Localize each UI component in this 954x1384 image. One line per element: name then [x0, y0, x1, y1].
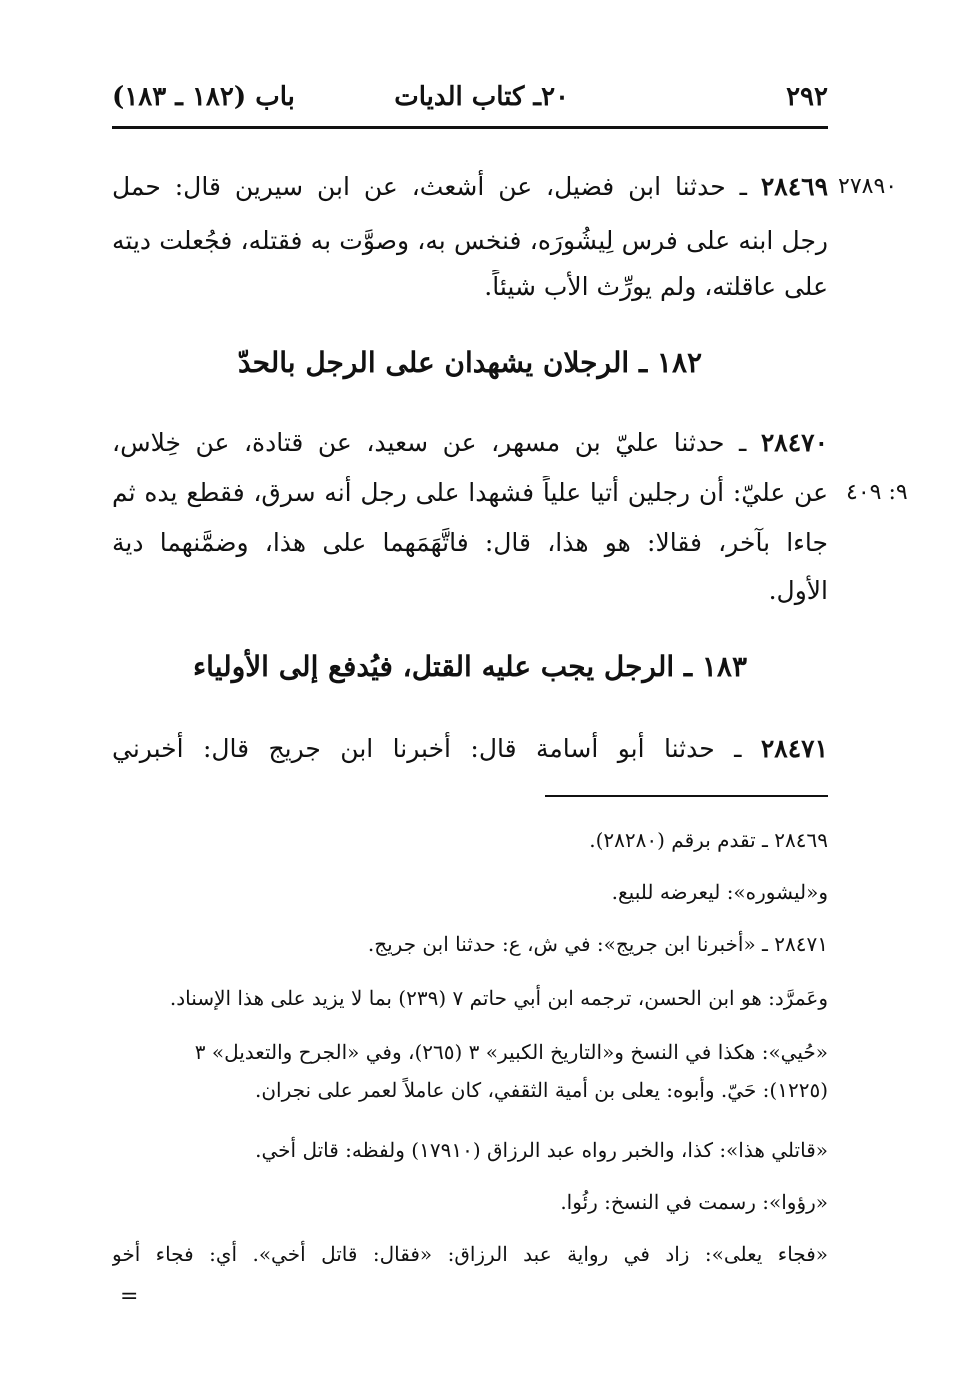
footnote: وعَمرَّد: هو ابن الحسن، ترجمه ابن أبي حاتم ٧ (٢٣٩) بما لا يزيد على هذا الإسناد.	[169, 986, 828, 1010]
hadith-text: ـ حدثنا عليّ بن مسهر، عن سعيد، عن قتادة، عن خِلاس،	[112, 428, 747, 457]
page-number: ٢٩٢	[786, 82, 828, 112]
book-title: ٢٠ـ كتاب الديات	[394, 82, 569, 112]
chapter-heading: ١٨٢ ـ الرجلان يشهدان على الرجل بالحدّ	[237, 346, 703, 379]
footnote: «فجاء يعلى»: زاد في رواية عبد الرزاق: «فقال: قاتل أخي». أي: فجاء أخو	[112, 1242, 828, 1266]
footnote: و«ليشوره»: ليعرضه للبيع.	[611, 880, 828, 904]
text-line	[112, 426, 828, 460]
hadith-number: ٢٨٤٧٠	[760, 428, 828, 457]
hadith-number: ٢٨٤٧١	[760, 734, 828, 763]
footnote: «حُيي»: هكذا في النسخ و«التاريخ الكبير» ٣ (٢٦٥)، وفي «الجرح والتعديل» ٣	[194, 1040, 828, 1064]
chapter-range: باب (١٨٢ ـ ١٨٣)	[112, 82, 295, 112]
footnote: ٢٨٤٦٩ ـ تقدم برقم (٢٨٢٨٠).	[589, 828, 828, 852]
hadith-number: ٢٨٤٦٩	[760, 172, 828, 201]
text-line: الأول.	[768, 576, 828, 605]
margin-reference: ٩: ٤٠٩	[846, 480, 908, 505]
text-line: رجل ابنه على فرس لِيشُورَه، فنخس به، وصوَّت به فقتله، فجُعلت ديته	[112, 226, 828, 255]
chapter-heading: ١٨٣ ـ الرجل يجب عليه القتل، فيُدفع إلى الأولياء	[193, 650, 747, 683]
text-line: عن عليّ: أن رجلين أتيا علياً فشهدا على رجل أنه سرق، فقطع يده ثم	[112, 478, 828, 507]
text-line	[112, 170, 828, 204]
hadith-text: ـ حدثنا ابن فضيل، عن أشعث، عن ابن سيرين قال: حمل	[112, 172, 747, 201]
footnote: ٢٨٤٧١ ـ «أخبرنا ابن جريج»: في ش، ع: حدثنا ابن جريج.	[367, 932, 828, 956]
hadith-text: ـ حدثنا أبو أسامة قال: أخبرنا ابن جريج قال: أخبرني	[112, 734, 742, 763]
text-line: على عاقلته، ولم يورِّث الأب شيئاً.	[484, 272, 828, 301]
header-divider	[112, 126, 828, 129]
footnote: «قاتلي هذا»: كذا، والخبر رواه عبد الرزاق (١٧٩١٠) ولفظه: قاتل أخي.	[255, 1138, 828, 1162]
footnote-divider	[545, 795, 828, 797]
footnote: «رؤوا»: رسمت في النسخ: رئُوا.	[560, 1190, 828, 1214]
text-line: جاءا بآخر، فقالا: هو هذا، قال: فاتَّهَمَهما على هذا، وضمَّنهما دية	[112, 528, 828, 557]
text-line	[112, 732, 828, 766]
margin-reference: ٢٧٨٩٠	[838, 174, 898, 199]
continuation-mark: =	[120, 1284, 139, 1309]
footnote: (١٢٢٥): حَيّ. وأبوه: يعلى بن أمية الثقفي، كان عاملاً لعمر على نجران.	[255, 1078, 828, 1102]
